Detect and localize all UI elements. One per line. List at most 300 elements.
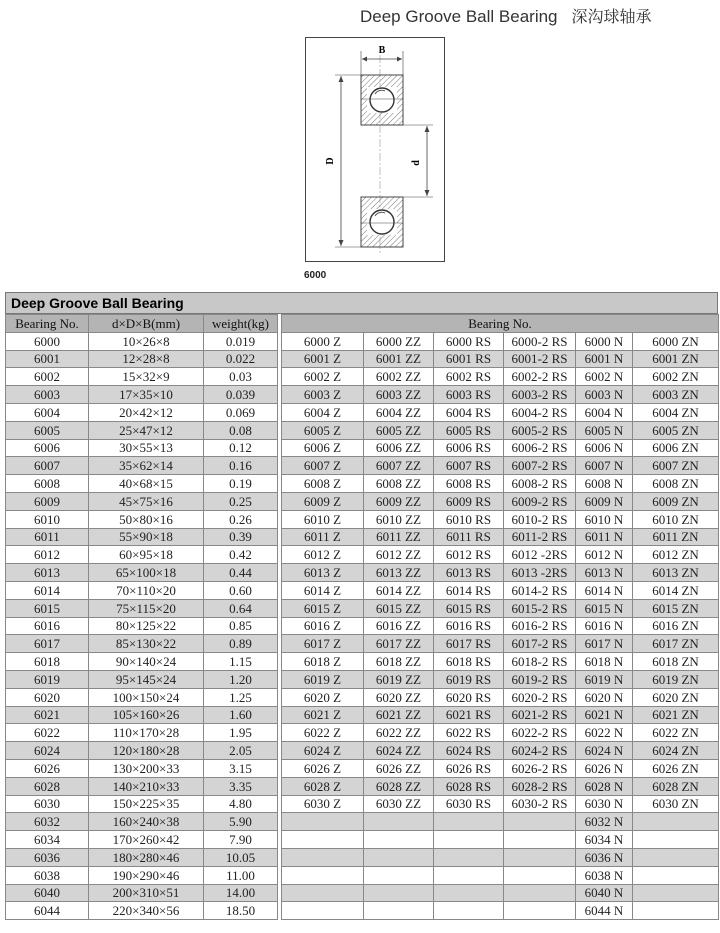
cell-variant: 6024 ZZ <box>364 742 434 760</box>
cell-variant <box>633 813 719 831</box>
cell-variant <box>364 848 434 866</box>
cell-variant: 6016 ZN <box>633 617 719 635</box>
cell-variant: 6022 N <box>576 724 633 742</box>
cell-variant: 6003 ZZ <box>364 386 434 404</box>
table-row <box>6 795 719 813</box>
cell-bearing-no: 6011 <box>6 528 89 546</box>
cell-dimensions: 130×200×33 <box>89 759 204 777</box>
cell-variant: 6026 ZN <box>633 759 719 777</box>
cell-variant: 6005 ZN <box>633 421 719 439</box>
cell-bearing-no: 6024 <box>6 742 89 760</box>
cell-variant: 6021 N <box>576 706 633 724</box>
cell-variant: 6021 RS <box>434 706 504 724</box>
cell-variant: 6003 Z <box>282 386 364 404</box>
cell-weight: 2.05 <box>204 742 278 760</box>
cell-bearing-no: 6003 <box>6 386 89 404</box>
cell-weight: 7.90 <box>204 831 278 849</box>
cell-dimensions: 140×210×33 <box>89 777 204 795</box>
cell-variant: 6006 Z <box>282 439 364 457</box>
cell-weight: 0.26 <box>204 510 278 528</box>
cell-variant: 6030 Z <box>282 795 364 813</box>
cell-variant <box>504 866 576 884</box>
cell-bearing-no: 6032 <box>6 813 89 831</box>
cell-weight: 10.05 <box>204 848 278 866</box>
cell-variant: 6007 RS <box>434 457 504 475</box>
cell-dimensions: 35×62×14 <box>89 457 204 475</box>
cell-weight: 0.16 <box>204 457 278 475</box>
table-row <box>6 368 719 386</box>
cell-variant: 6016-2 RS <box>504 617 576 635</box>
cell-variant: 6026-2 RS <box>504 759 576 777</box>
cell-variant: 6028-2 RS <box>504 777 576 795</box>
cell-variant: 6026 RS <box>434 759 504 777</box>
cell-variant: 6019 RS <box>434 670 504 688</box>
table-row <box>6 742 719 760</box>
cell-dimensions: 50×80×16 <box>89 510 204 528</box>
label-inner-diameter: d <box>411 160 422 166</box>
cell-dimensions: 190×290×46 <box>89 866 204 884</box>
cell-variant: 6009 Z <box>282 492 364 510</box>
cell-dimensions: 120×180×28 <box>89 742 204 760</box>
cell-weight: 4.80 <box>204 795 278 813</box>
cell-variant <box>282 848 364 866</box>
cell-variant: 6002 Z <box>282 368 364 386</box>
cell-variant: 6012 N <box>576 546 633 564</box>
cell-bearing-no: 6013 <box>6 564 89 582</box>
cell-weight: 1.95 <box>204 724 278 742</box>
cell-variant: 6019-2 RS <box>504 670 576 688</box>
cell-dimensions: 150×225×35 <box>89 795 204 813</box>
cell-variant: 6017 ZN <box>633 635 719 653</box>
cell-variant: 6004 ZZ <box>364 403 434 421</box>
cell-variant: 6002-2 RS <box>504 368 576 386</box>
cell-variant: 6044 N <box>576 902 633 920</box>
cell-variant: 6022-2 RS <box>504 724 576 742</box>
cell-variant: 6020 ZN <box>633 688 719 706</box>
cell-variant: 6007 N <box>576 457 633 475</box>
cell-dimensions: 45×75×16 <box>89 492 204 510</box>
cell-variant: 6020 Z <box>282 688 364 706</box>
cell-variant <box>434 866 504 884</box>
table-row <box>6 457 719 475</box>
table-row <box>6 759 719 777</box>
cell-variant: 6011 RS <box>434 528 504 546</box>
cell-variant: 6015 N <box>576 599 633 617</box>
cell-variant: 6012 Z <box>282 546 364 564</box>
cell-variant: 6038 N <box>576 866 633 884</box>
cell-variant: 6019 Z <box>282 670 364 688</box>
cell-variant: 6030 RS <box>434 795 504 813</box>
header-bearing-no: Bearing No. <box>6 315 89 333</box>
cell-variant: 6013 N <box>576 564 633 582</box>
cell-variant <box>504 884 576 902</box>
cell-dimensions: 60×95×18 <box>89 546 204 564</box>
header-weight: weight(kg) <box>204 315 278 333</box>
cell-variant: 6024 Z <box>282 742 364 760</box>
cell-variant: 6021 Z <box>282 706 364 724</box>
table-header-row <box>6 315 719 333</box>
table-row <box>6 350 719 368</box>
cell-variant: 6024 RS <box>434 742 504 760</box>
cell-dimensions: 90×140×24 <box>89 653 204 671</box>
cell-variant: 6005-2 RS <box>504 421 576 439</box>
cell-variant: 6003 ZN <box>633 386 719 404</box>
cell-variant: 6012 -2RS <box>504 546 576 564</box>
cell-variant <box>434 902 504 920</box>
cell-weight: 0.039 <box>204 386 278 404</box>
cell-variant: 6013 ZZ <box>364 564 434 582</box>
cell-bearing-no: 6030 <box>6 795 89 813</box>
cell-variant: 6002 ZZ <box>364 368 434 386</box>
cell-variant: 6003-2 RS <box>504 386 576 404</box>
cell-variant: 6000 ZZ <box>364 332 434 350</box>
cell-variant: 6016 Z <box>282 617 364 635</box>
cell-bearing-no: 6020 <box>6 688 89 706</box>
cell-weight: 0.39 <box>204 528 278 546</box>
cell-variant: 6004 N <box>576 403 633 421</box>
cell-variant: 6013 RS <box>434 564 504 582</box>
cell-variant: 6022 ZN <box>633 724 719 742</box>
cell-weight: 1.60 <box>204 706 278 724</box>
cell-variant: 6019 ZZ <box>364 670 434 688</box>
cell-bearing-no: 6034 <box>6 831 89 849</box>
cell-dimensions: 75×115×20 <box>89 599 204 617</box>
cell-dimensions: 100×150×24 <box>89 688 204 706</box>
cell-variant <box>504 848 576 866</box>
cell-weight: 0.069 <box>204 403 278 421</box>
cell-weight: 0.85 <box>204 617 278 635</box>
cell-weight: 1.15 <box>204 653 278 671</box>
cell-variant: 6001 ZN <box>633 350 719 368</box>
cell-variant: 6012 ZN <box>633 546 719 564</box>
cell-dimensions: 110×170×28 <box>89 724 204 742</box>
cell-dimensions: 170×260×42 <box>89 831 204 849</box>
cell-variant: 6010-2 RS <box>504 510 576 528</box>
cell-variant: 6010 ZN <box>633 510 719 528</box>
cell-variant: 6028 ZN <box>633 777 719 795</box>
cell-weight: 0.019 <box>204 332 278 350</box>
cell-dimensions: 180×280×46 <box>89 848 204 866</box>
cell-variant: 6003 N <box>576 386 633 404</box>
cell-variant: 6006 ZN <box>633 439 719 457</box>
table-row <box>6 653 719 671</box>
table-row <box>6 777 719 795</box>
cell-dimensions: 220×340×56 <box>89 902 204 920</box>
cell-bearing-no: 6038 <box>6 866 89 884</box>
page-title <box>360 4 652 27</box>
cell-variant: 6028 N <box>576 777 633 795</box>
cell-variant: 6014 N <box>576 581 633 599</box>
cell-variant <box>504 813 576 831</box>
cell-weight: 0.08 <box>204 421 278 439</box>
cell-bearing-no: 6012 <box>6 546 89 564</box>
cell-bearing-no: 6004 <box>6 403 89 421</box>
table-row <box>6 332 719 350</box>
cell-variant: 6004 Z <box>282 403 364 421</box>
cell-dimensions: 20×42×12 <box>89 403 204 421</box>
cell-variant: 6013 ZN <box>633 564 719 582</box>
cell-bearing-no: 6019 <box>6 670 89 688</box>
bearing-bottom-section <box>361 197 403 247</box>
cell-variant: 6011 N <box>576 528 633 546</box>
cell-bearing-no: 6002 <box>6 368 89 386</box>
cell-dimensions: 85×130×22 <box>89 635 204 653</box>
cell-bearing-no: 6021 <box>6 706 89 724</box>
cell-variant: 6040 N <box>576 884 633 902</box>
cell-bearing-no: 6008 <box>6 475 89 493</box>
cell-variant: 6010 N <box>576 510 633 528</box>
cell-variant: 6007 ZZ <box>364 457 434 475</box>
cell-variant: 6028 RS <box>434 777 504 795</box>
cell-variant: 6024-2 RS <box>504 742 576 760</box>
cell-variant: 6005 ZZ <box>364 421 434 439</box>
cell-variant: 6020 N <box>576 688 633 706</box>
cell-bearing-no: 6010 <box>6 510 89 528</box>
cell-variant: 6000 ZN <box>633 332 719 350</box>
cell-variant: 6017 N <box>576 635 633 653</box>
cell-variant: 6000 Z <box>282 332 364 350</box>
cell-dimensions: 200×310×51 <box>89 884 204 902</box>
cell-variant <box>282 866 364 884</box>
cell-bearing-no: 6000 <box>6 332 89 350</box>
cell-bearing-no: 6005 <box>6 421 89 439</box>
bearing-cross-section-diagram <box>305 37 445 262</box>
cell-dimensions: 25×47×12 <box>89 421 204 439</box>
cell-variant: 6024 ZN <box>633 742 719 760</box>
cell-variant: 6015 Z <box>282 599 364 617</box>
cell-variant <box>364 866 434 884</box>
table-row <box>6 617 719 635</box>
table-row <box>6 546 719 564</box>
table-row <box>6 492 719 510</box>
cell-variant <box>633 848 719 866</box>
table-row <box>6 439 719 457</box>
table-title: Deep Groove Ball Bearing <box>5 292 718 314</box>
cell-variant: 6028 ZZ <box>364 777 434 795</box>
cell-variant: 6014 Z <box>282 581 364 599</box>
cell-weight: 0.42 <box>204 546 278 564</box>
table-row <box>6 902 719 920</box>
cell-weight: 0.60 <box>204 581 278 599</box>
cell-variant: 6021-2 RS <box>504 706 576 724</box>
cell-variant: 6026 Z <box>282 759 364 777</box>
cell-bearing-no: 6014 <box>6 581 89 599</box>
cell-variant <box>434 813 504 831</box>
cell-dimensions: 70×110×20 <box>89 581 204 599</box>
cell-variant: 6008 Z <box>282 475 364 493</box>
cell-dimensions: 160×240×38 <box>89 813 204 831</box>
cell-variant: 6009 ZZ <box>364 492 434 510</box>
cell-bearing-no: 6006 <box>6 439 89 457</box>
cell-variant <box>282 902 364 920</box>
cell-dimensions: 17×35×10 <box>89 386 204 404</box>
cell-variant: 6019 ZN <box>633 670 719 688</box>
table-body <box>6 332 719 919</box>
cell-variant: 6018 N <box>576 653 633 671</box>
cell-bearing-no: 6009 <box>6 492 89 510</box>
cell-variant: 6001 ZZ <box>364 350 434 368</box>
cell-variant: 6012 RS <box>434 546 504 564</box>
cell-variant <box>364 902 434 920</box>
cell-variant: 6012 ZZ <box>364 546 434 564</box>
cell-dimensions: 95×145×24 <box>89 670 204 688</box>
cell-variant: 6005 Z <box>282 421 364 439</box>
cell-variant <box>434 848 504 866</box>
table-row <box>6 386 719 404</box>
cell-variant: 6026 ZZ <box>364 759 434 777</box>
cell-variant: 6030 ZN <box>633 795 719 813</box>
cell-variant: 6022 ZZ <box>364 724 434 742</box>
cell-variant <box>364 813 434 831</box>
header-dimensions: d×D×B(mm) <box>89 315 204 333</box>
cell-variant: 6021 ZN <box>633 706 719 724</box>
table-row <box>6 831 719 849</box>
cell-variant: 6015 ZZ <box>364 599 434 617</box>
cell-variant: 6021 ZZ <box>364 706 434 724</box>
cell-dimensions: 10×26×8 <box>89 332 204 350</box>
page-title-en: Deep Groove Ball Bearing <box>360 7 558 26</box>
cell-variant: 6015 RS <box>434 599 504 617</box>
cell-weight: 11.00 <box>204 866 278 884</box>
cell-variant <box>282 884 364 902</box>
label-outer-diameter: D <box>325 157 336 165</box>
cell-variant: 6014 RS <box>434 581 504 599</box>
cell-bearing-no: 6001 <box>6 350 89 368</box>
header-variants: Bearing No. <box>282 315 719 333</box>
cell-variant: 6004 RS <box>434 403 504 421</box>
bearing-top-section <box>361 75 403 125</box>
cell-variant: 6001 N <box>576 350 633 368</box>
cell-variant: 6005 RS <box>434 421 504 439</box>
cell-variant: 6010 Z <box>282 510 364 528</box>
table-row <box>6 635 719 653</box>
cell-weight: 0.89 <box>204 635 278 653</box>
cell-variant: 6017 RS <box>434 635 504 653</box>
cell-variant <box>364 831 434 849</box>
cell-variant: 6016 N <box>576 617 633 635</box>
cell-variant: 6014 ZZ <box>364 581 434 599</box>
cell-variant: 6020-2 RS <box>504 688 576 706</box>
cell-weight: 1.25 <box>204 688 278 706</box>
cell-variant: 6007-2 RS <box>504 457 576 475</box>
table-row <box>6 599 719 617</box>
cell-variant: 6008 N <box>576 475 633 493</box>
cell-variant: 6010 ZZ <box>364 510 434 528</box>
cell-dimensions: 12×28×8 <box>89 350 204 368</box>
cell-variant: 6018 ZZ <box>364 653 434 671</box>
label-b: B <box>378 45 386 56</box>
cell-variant: 6030 N <box>576 795 633 813</box>
cell-variant <box>504 831 576 849</box>
cell-variant: 6010 RS <box>434 510 504 528</box>
cell-variant: 6020 RS <box>434 688 504 706</box>
cell-weight: 0.19 <box>204 475 278 493</box>
cell-variant: 6017 ZZ <box>364 635 434 653</box>
table-row <box>6 421 719 439</box>
cell-variant: 6011 ZZ <box>364 528 434 546</box>
cell-bearing-no: 6022 <box>6 724 89 742</box>
cell-variant <box>282 813 364 831</box>
cell-variant: 6036 N <box>576 848 633 866</box>
cell-variant: 6000 N <box>576 332 633 350</box>
cell-variant: 6009 ZN <box>633 492 719 510</box>
cell-weight: 14.00 <box>204 884 278 902</box>
cell-variant: 6017 Z <box>282 635 364 653</box>
cell-dimensions: 30×55×13 <box>89 439 204 457</box>
cell-weight: 1.20 <box>204 670 278 688</box>
cell-variant: 6002 ZN <box>633 368 719 386</box>
cell-dimensions: 15×32×9 <box>89 368 204 386</box>
cell-variant: 6020 ZZ <box>364 688 434 706</box>
cell-variant: 6008-2 RS <box>504 475 576 493</box>
cell-variant: 6006 N <box>576 439 633 457</box>
table-row <box>6 866 719 884</box>
cell-bearing-no: 6017 <box>6 635 89 653</box>
diagram-caption: 6000 <box>304 270 327 281</box>
cell-variant: 6022 Z <box>282 724 364 742</box>
table-row <box>6 813 719 831</box>
cell-variant: 6030-2 RS <box>504 795 576 813</box>
cell-variant: 6011 ZN <box>633 528 719 546</box>
table-row <box>6 688 719 706</box>
table-row <box>6 564 719 582</box>
cell-variant: 6001 RS <box>434 350 504 368</box>
cell-variant: 6000 RS <box>434 332 504 350</box>
cell-bearing-no: 6044 <box>6 902 89 920</box>
cell-variant: 6009 N <box>576 492 633 510</box>
cell-variant: 6017-2 RS <box>504 635 576 653</box>
cell-variant: 6000-2 RS <box>504 332 576 350</box>
cell-variant: 6006-2 RS <box>504 439 576 457</box>
cell-variant: 6009-2 RS <box>504 492 576 510</box>
cell-variant: 6002 N <box>576 368 633 386</box>
cell-weight: 5.90 <box>204 813 278 831</box>
cell-variant: 6028 Z <box>282 777 364 795</box>
cell-variant <box>504 902 576 920</box>
cell-bearing-no: 6007 <box>6 457 89 475</box>
cell-variant <box>633 884 719 902</box>
cell-weight: 0.25 <box>204 492 278 510</box>
cell-variant: 6006 ZZ <box>364 439 434 457</box>
cell-variant: 6016 ZZ <box>364 617 434 635</box>
cell-variant <box>434 884 504 902</box>
cell-variant: 6007 ZN <box>633 457 719 475</box>
cell-dimensions: 80×125×22 <box>89 617 204 635</box>
cell-weight: 0.03 <box>204 368 278 386</box>
table-row <box>6 706 719 724</box>
cell-variant: 6022 RS <box>434 724 504 742</box>
cell-bearing-no: 6028 <box>6 777 89 795</box>
cell-variant: 6007 Z <box>282 457 364 475</box>
cell-variant: 6030 ZZ <box>364 795 434 813</box>
cell-variant: 6016 RS <box>434 617 504 635</box>
cell-bearing-no: 6026 <box>6 759 89 777</box>
cell-dimensions: 55×90×18 <box>89 528 204 546</box>
table-row <box>6 528 719 546</box>
bearing-spec-table <box>5 314 719 920</box>
cell-variant <box>633 902 719 920</box>
cell-variant: 6004-2 RS <box>504 403 576 421</box>
table-row <box>6 884 719 902</box>
cell-dimensions: 65×100×18 <box>89 564 204 582</box>
cell-dimensions: 40×68×15 <box>89 475 204 493</box>
cell-variant: 6019 N <box>576 670 633 688</box>
cell-variant: 6018-2 RS <box>504 653 576 671</box>
cell-variant: 6008 ZN <box>633 475 719 493</box>
cell-variant: 6006 RS <box>434 439 504 457</box>
cell-weight: 0.44 <box>204 564 278 582</box>
cell-bearing-no: 6036 <box>6 848 89 866</box>
